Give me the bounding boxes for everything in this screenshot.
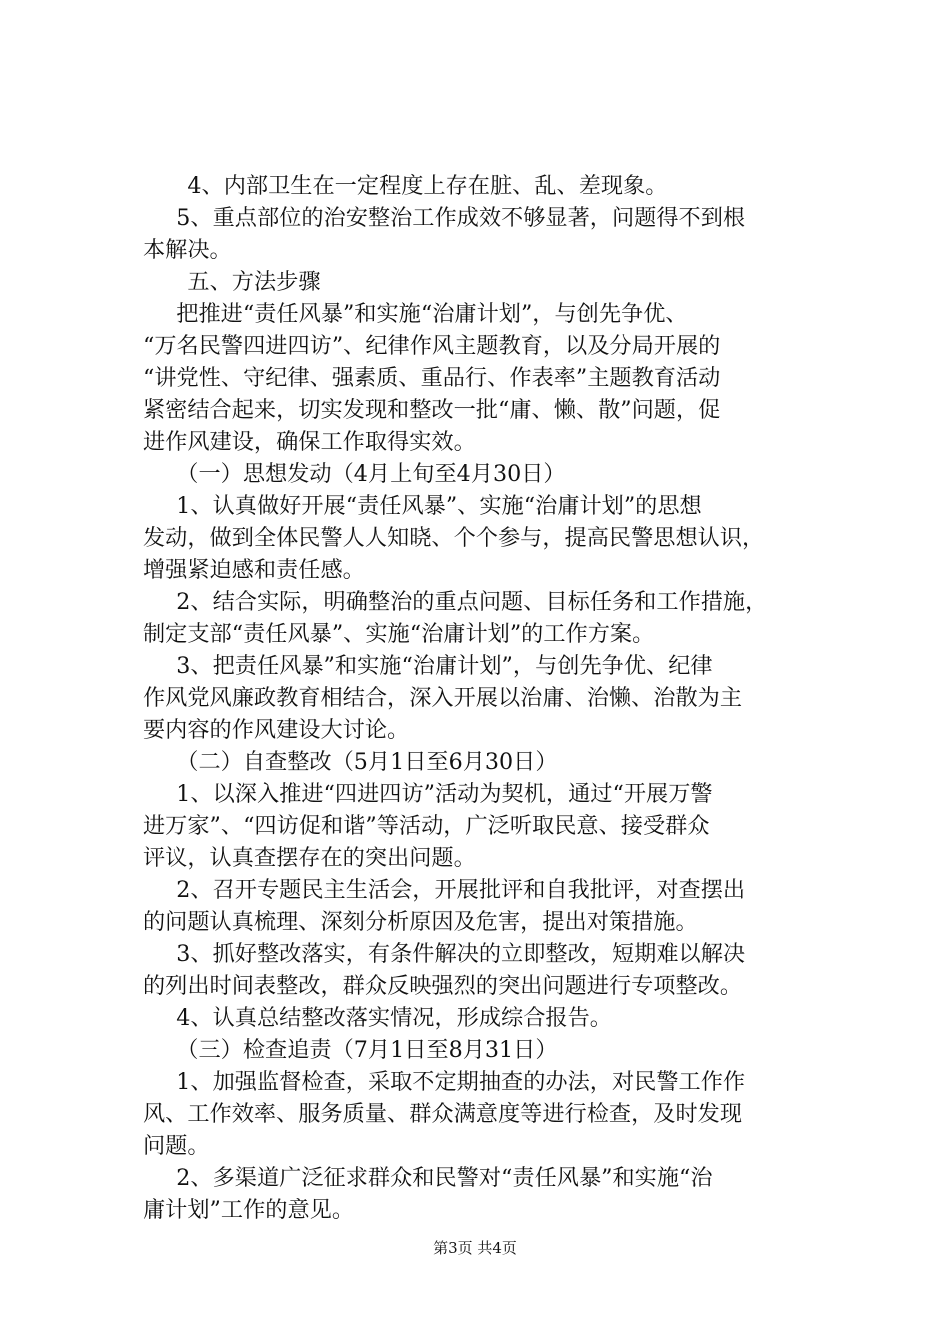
text-line: 问题。	[143, 1133, 210, 1159]
text-line: 1、加强监督检查，采取不定期抽查的办法，对民警工作作	[176, 1069, 746, 1095]
text-line: “万名民警四进四访”、纪律作风主题教育，以及分局开展的	[143, 333, 721, 359]
text-line: 五、方法步骤	[187, 269, 321, 295]
text-line: 1、认真做好开展“责任风暴”、实施“治庸计划”的思想	[176, 493, 702, 519]
text-line: 5、重点部位的治安整治工作成效不够显著，问题得不到根	[176, 205, 746, 231]
text-line: 风、工作效率、服务质量、群众满意度等进行检查，及时发现	[143, 1101, 743, 1127]
text-line: 本解决。	[143, 237, 232, 263]
page-footer: 第3页 共4页	[433, 1239, 517, 1257]
text-line: 2、多渠道广泛征求群众和民警对“责任风暴”和实施“治	[176, 1165, 713, 1191]
text-line: （三）检查追责（7月1日至8月31日）	[176, 1037, 558, 1063]
text-line: 作风党风廉政教育相结合，深入开展以治庸、治懒、治散为主	[143, 685, 743, 711]
text-line: 3、把责任风暴”和实施“治庸计划”，与创先争优、纪律	[176, 653, 713, 679]
text-line: 4、内部卫生在一定程度上存在脏、乱、差现象。	[187, 173, 668, 199]
text-line: 紧密结合起来，切实发现和整改一批“庸、懒、散”问题，促	[143, 397, 721, 423]
text-line: 庸计划”工作的意见。	[143, 1197, 355, 1223]
text-line: （二）自查整改（5月1日至6月30日）	[176, 749, 558, 775]
text-line: 制定支部“责任风暴”、实施“治庸计划”的工作方案。	[143, 621, 655, 647]
text-line: 进万家”、“四访促和谐”等活动，广泛听取民意、接受群众	[143, 813, 710, 839]
text-line: 发动，做到全体民警人人知晓、个个参与，提高民警思想认识，	[143, 525, 765, 551]
text-line: 1、以深入推进“四进四访”活动为契机，通过“开展万警	[176, 781, 713, 807]
text-line: 的问题认真梳理、深刻分析原因及危害，提出对策措施。	[143, 909, 698, 935]
text-line: 2、结合实际，明确整治的重点问题、目标任务和工作措施，	[176, 589, 768, 615]
text-line: “讲党性、守纪律、强素质、重品行、作表率”主题教育活动	[143, 365, 721, 391]
text-line: 3、抓好整改落实，有条件解决的立即整改，短期难以解决	[176, 941, 746, 967]
text-line: 把推进“责任风暴”和实施“治庸计划”，与创先争优、	[176, 301, 688, 327]
text-line: 2、召开专题民主生活会，开展批评和自我批评，对查摆出	[176, 877, 746, 903]
text-line: 要内容的作风建设大讨论。	[143, 717, 410, 743]
document-body	[143, 170, 833, 1226]
text-line: 的列出时间表整改，群众反映强烈的突出问题进行专项整改。	[143, 973, 743, 999]
text-line: 进作风建设，确保工作取得实效。	[143, 429, 476, 455]
text-line: 评议，认真查摆存在的突出问题。	[143, 845, 476, 871]
text-line: （一）思想发动（4月上旬至4月30日）	[176, 461, 566, 487]
text-line: 增强紧迫感和责任感。	[143, 557, 365, 583]
text-line: 4、认真总结整改落实情况，形成综合报告。	[176, 1005, 612, 1031]
